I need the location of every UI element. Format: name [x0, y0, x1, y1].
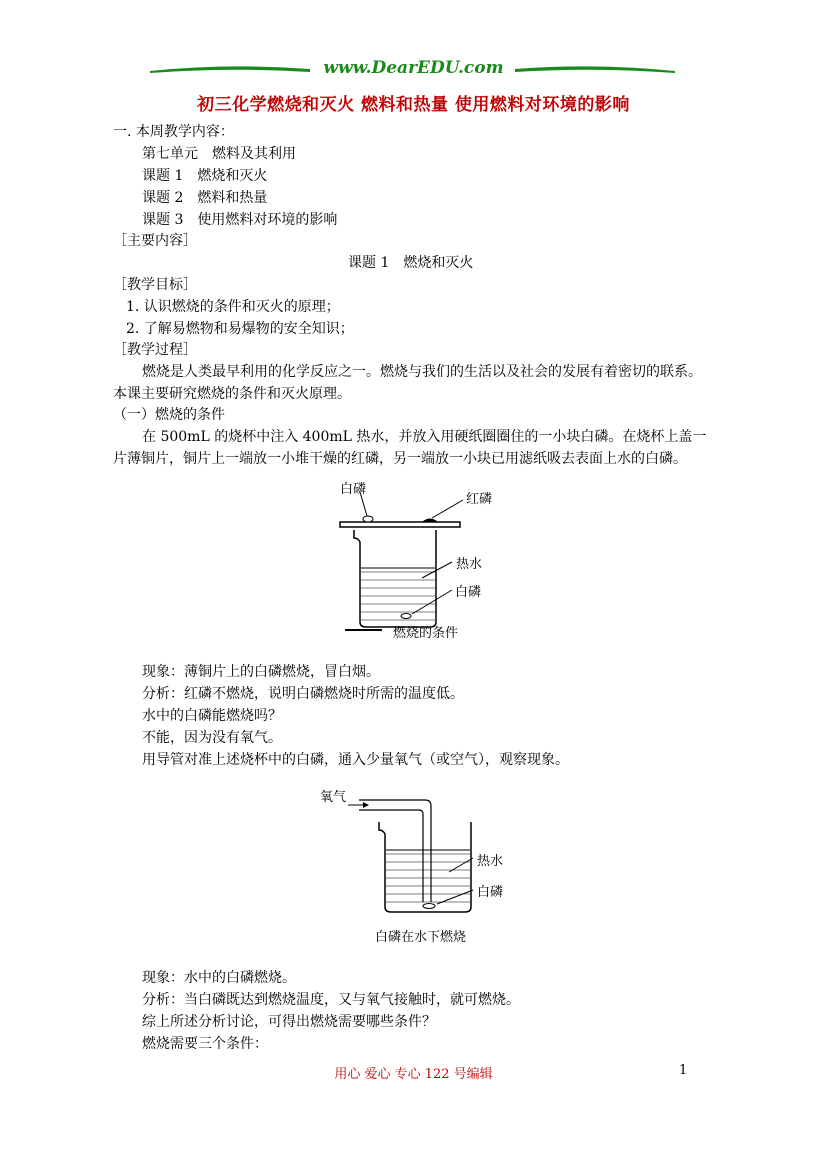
unit-line: 第七单元 燃料及其利用	[142, 146, 296, 162]
paragraph-2-cont: 片薄铜片，铜片上一端放一小堆干燥的红磷，另一端放一小块已用滤纸吸去表面上水的白磷。	[113, 451, 687, 467]
site-name: www.DearEDU.com	[323, 58, 504, 78]
paragraph-1-cont: 本课主要研究燃烧的条件和灭火原理。	[113, 386, 351, 402]
figure-2-label-white-phosphorus: 白磷	[477, 885, 504, 900]
conditions-intro: 燃烧需要三个条件：	[142, 1036, 268, 1052]
main-content-heading: ［主要内容］	[113, 233, 197, 249]
paragraph-2: 在 500mL 的烧杯中注入 400mL 热水，并放入用硬纸圈圈住的一小块白磷。在烧杯上盖一	[142, 429, 707, 445]
figure-1-label-hot-water: 热水	[456, 557, 483, 572]
question-1: 水中的白磷能燃烧吗？	[142, 708, 282, 724]
analysis-2: 分析：当白磷既达到燃烧温度，又与氧气接触时，就可燃烧。	[142, 992, 520, 1008]
lesson-2: 课题 2 燃料和热量	[142, 190, 268, 206]
figure-1-label-red-phosphorus: 红磷	[466, 492, 493, 507]
paragraph-1: 燃烧是人类最早利用的化学反应之一。燃烧与我们的生活以及社会的发展有着密切的联系。	[142, 364, 702, 380]
observation-1: 现象：薄铜片上的白磷燃烧，冒白烟。	[142, 664, 380, 680]
figure-1-label-white-phosphorus-2: 白磷	[455, 585, 482, 600]
subsection-heading: （一）燃烧的条件	[113, 407, 225, 423]
goals-heading: ［教学目标］	[113, 277, 197, 293]
goal-1: 1. 认识燃烧的条件和灭火的原理；	[126, 299, 340, 315]
lesson-title: 课题 1 燃烧和灭火	[348, 255, 474, 271]
lesson-1: 课题 1 燃烧和灭火	[142, 168, 268, 184]
lesson-3: 课题 3 使用燃料对环境的影响	[142, 212, 338, 228]
footer-text: 用心 爱心 专心 122 号编辑	[334, 1067, 493, 1082]
figure-2-caption: 白磷在水下燃烧	[375, 930, 467, 945]
instruction-2: 用导管对准上述烧杯中的白磷，通入少量氧气（或空气），观察现象。	[142, 752, 569, 768]
page-title: 初三化学燃烧和灭火 燃料和热量 使用燃料对环境的影响	[197, 95, 630, 115]
figure-2-label-hot-water: 热水	[477, 854, 504, 869]
process-heading: ［教学过程］	[113, 342, 197, 358]
answer-1: 不能，因为没有氧气。	[142, 730, 282, 746]
page-number: 1	[679, 1063, 688, 1078]
observation-2: 现象：水中的白磷燃烧。	[142, 970, 296, 986]
goal-2: 2. 了解易燃物和易爆物的安全知识；	[126, 321, 354, 337]
analysis-1: 分析：红磷不燃烧，说明白磷燃烧时所需的温度低。	[142, 686, 464, 702]
section-heading: 一. 本周教学内容：	[113, 124, 234, 140]
figure-2-label-oxygen: 氧气	[320, 790, 347, 805]
figure-1-caption: 燃烧的条件	[393, 626, 459, 641]
question-2: 综上所述分析讨论，可得出燃烧需要哪些条件？	[142, 1014, 436, 1030]
figure-1-label-white-phosphorus: 白磷	[340, 482, 367, 497]
